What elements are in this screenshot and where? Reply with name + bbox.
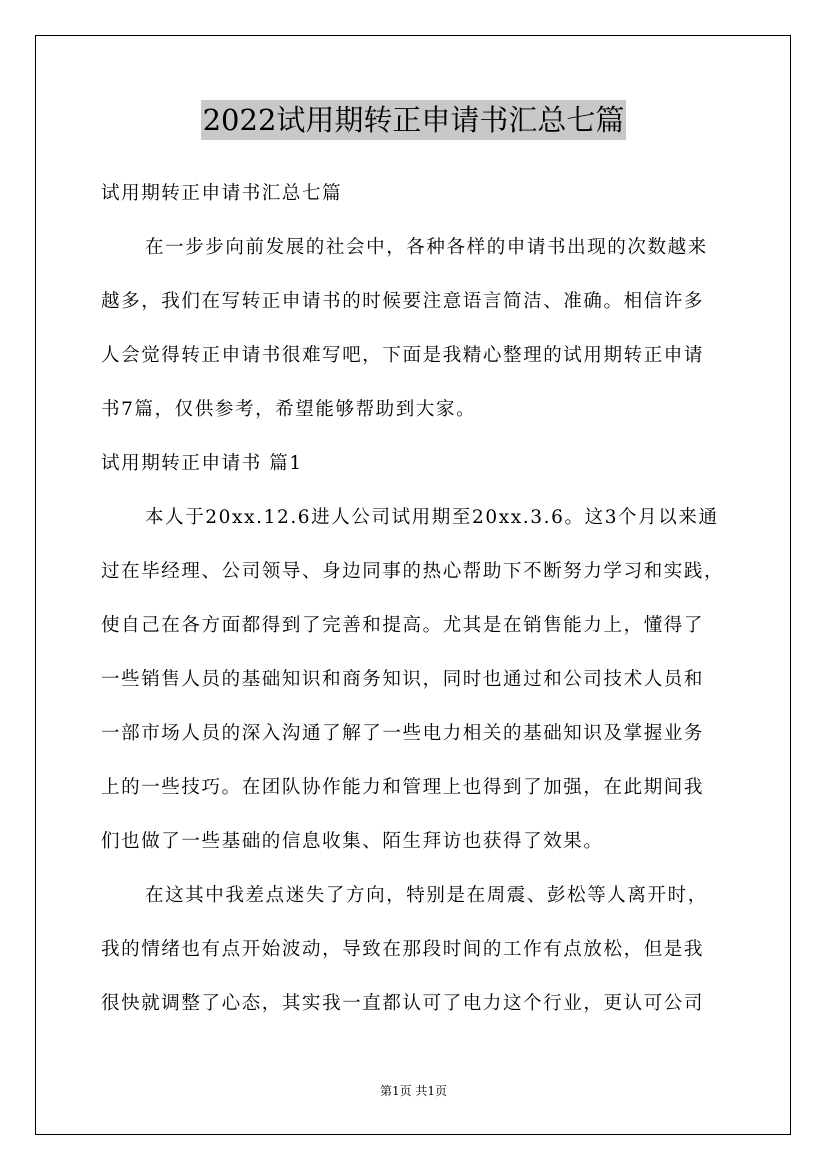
section-heading: 试用期转正申请书 篇1 [101, 453, 303, 474]
paragraph-line: 过在毕经理、公司领导、身边同事的热心帮助下不断努力学习和实践， [101, 561, 725, 582]
paragraph-line: 们也做了一些基础的信息收集、陌生拜访也获得了效果。 [101, 831, 604, 852]
paragraph-line: 很快就调整了心态，其实我一直都认可了电力这个行业，更认可公司 [101, 993, 705, 1014]
document-title: 2022试用期转正申请书汇总七篇 [201, 100, 627, 140]
paragraph-line: 人会觉得转正申请书很难写吧，下面是我精心整理的试用期转正申请 [101, 345, 705, 366]
paragraph-line: 使自己在各方面都得到了完善和提高。尤其是在销售能力上，懂得了 [101, 615, 705, 636]
page-footer: 第1页 共1页 [379, 1084, 448, 1098]
subtitle-line: 试用期转正申请书汇总七篇 [101, 183, 343, 204]
paragraph-line: 在一步步向前发展的社会中，各种各样的申请书出现的次数越来 [145, 237, 708, 258]
paragraph-line: 我的情绪也有点开始波动，导致在那段时间的工作有点放松，但是我 [101, 939, 705, 960]
paragraph-line: 在这其中我差点迷失了方向，特别是在周震、彭松等人离开时， [145, 885, 708, 906]
paragraph-line: 书7篇，仅供参考，希望能够帮助到大家。 [101, 399, 477, 420]
paragraph-line: 越多，我们在写转正申请书的时候要注意语言简洁、准确。相信许多 [101, 291, 705, 312]
title-container [0, 100, 827, 140]
paragraph-line: 本人于20xx.12.6进人公司试用期至20xx.3.6。这3个月以来通 [145, 507, 719, 528]
paragraph-line: 一部市场人员的深入沟通了解了一些电力相关的基础知识及掌握业务 [101, 723, 705, 744]
paragraph-line: 上的一些技巧。在团队协作能力和管理上也得到了加强，在此期间我 [101, 777, 705, 798]
paragraph-line: 一些销售人员的基础知识和商务知识，同时也通过和公司技术人员和 [101, 669, 705, 690]
